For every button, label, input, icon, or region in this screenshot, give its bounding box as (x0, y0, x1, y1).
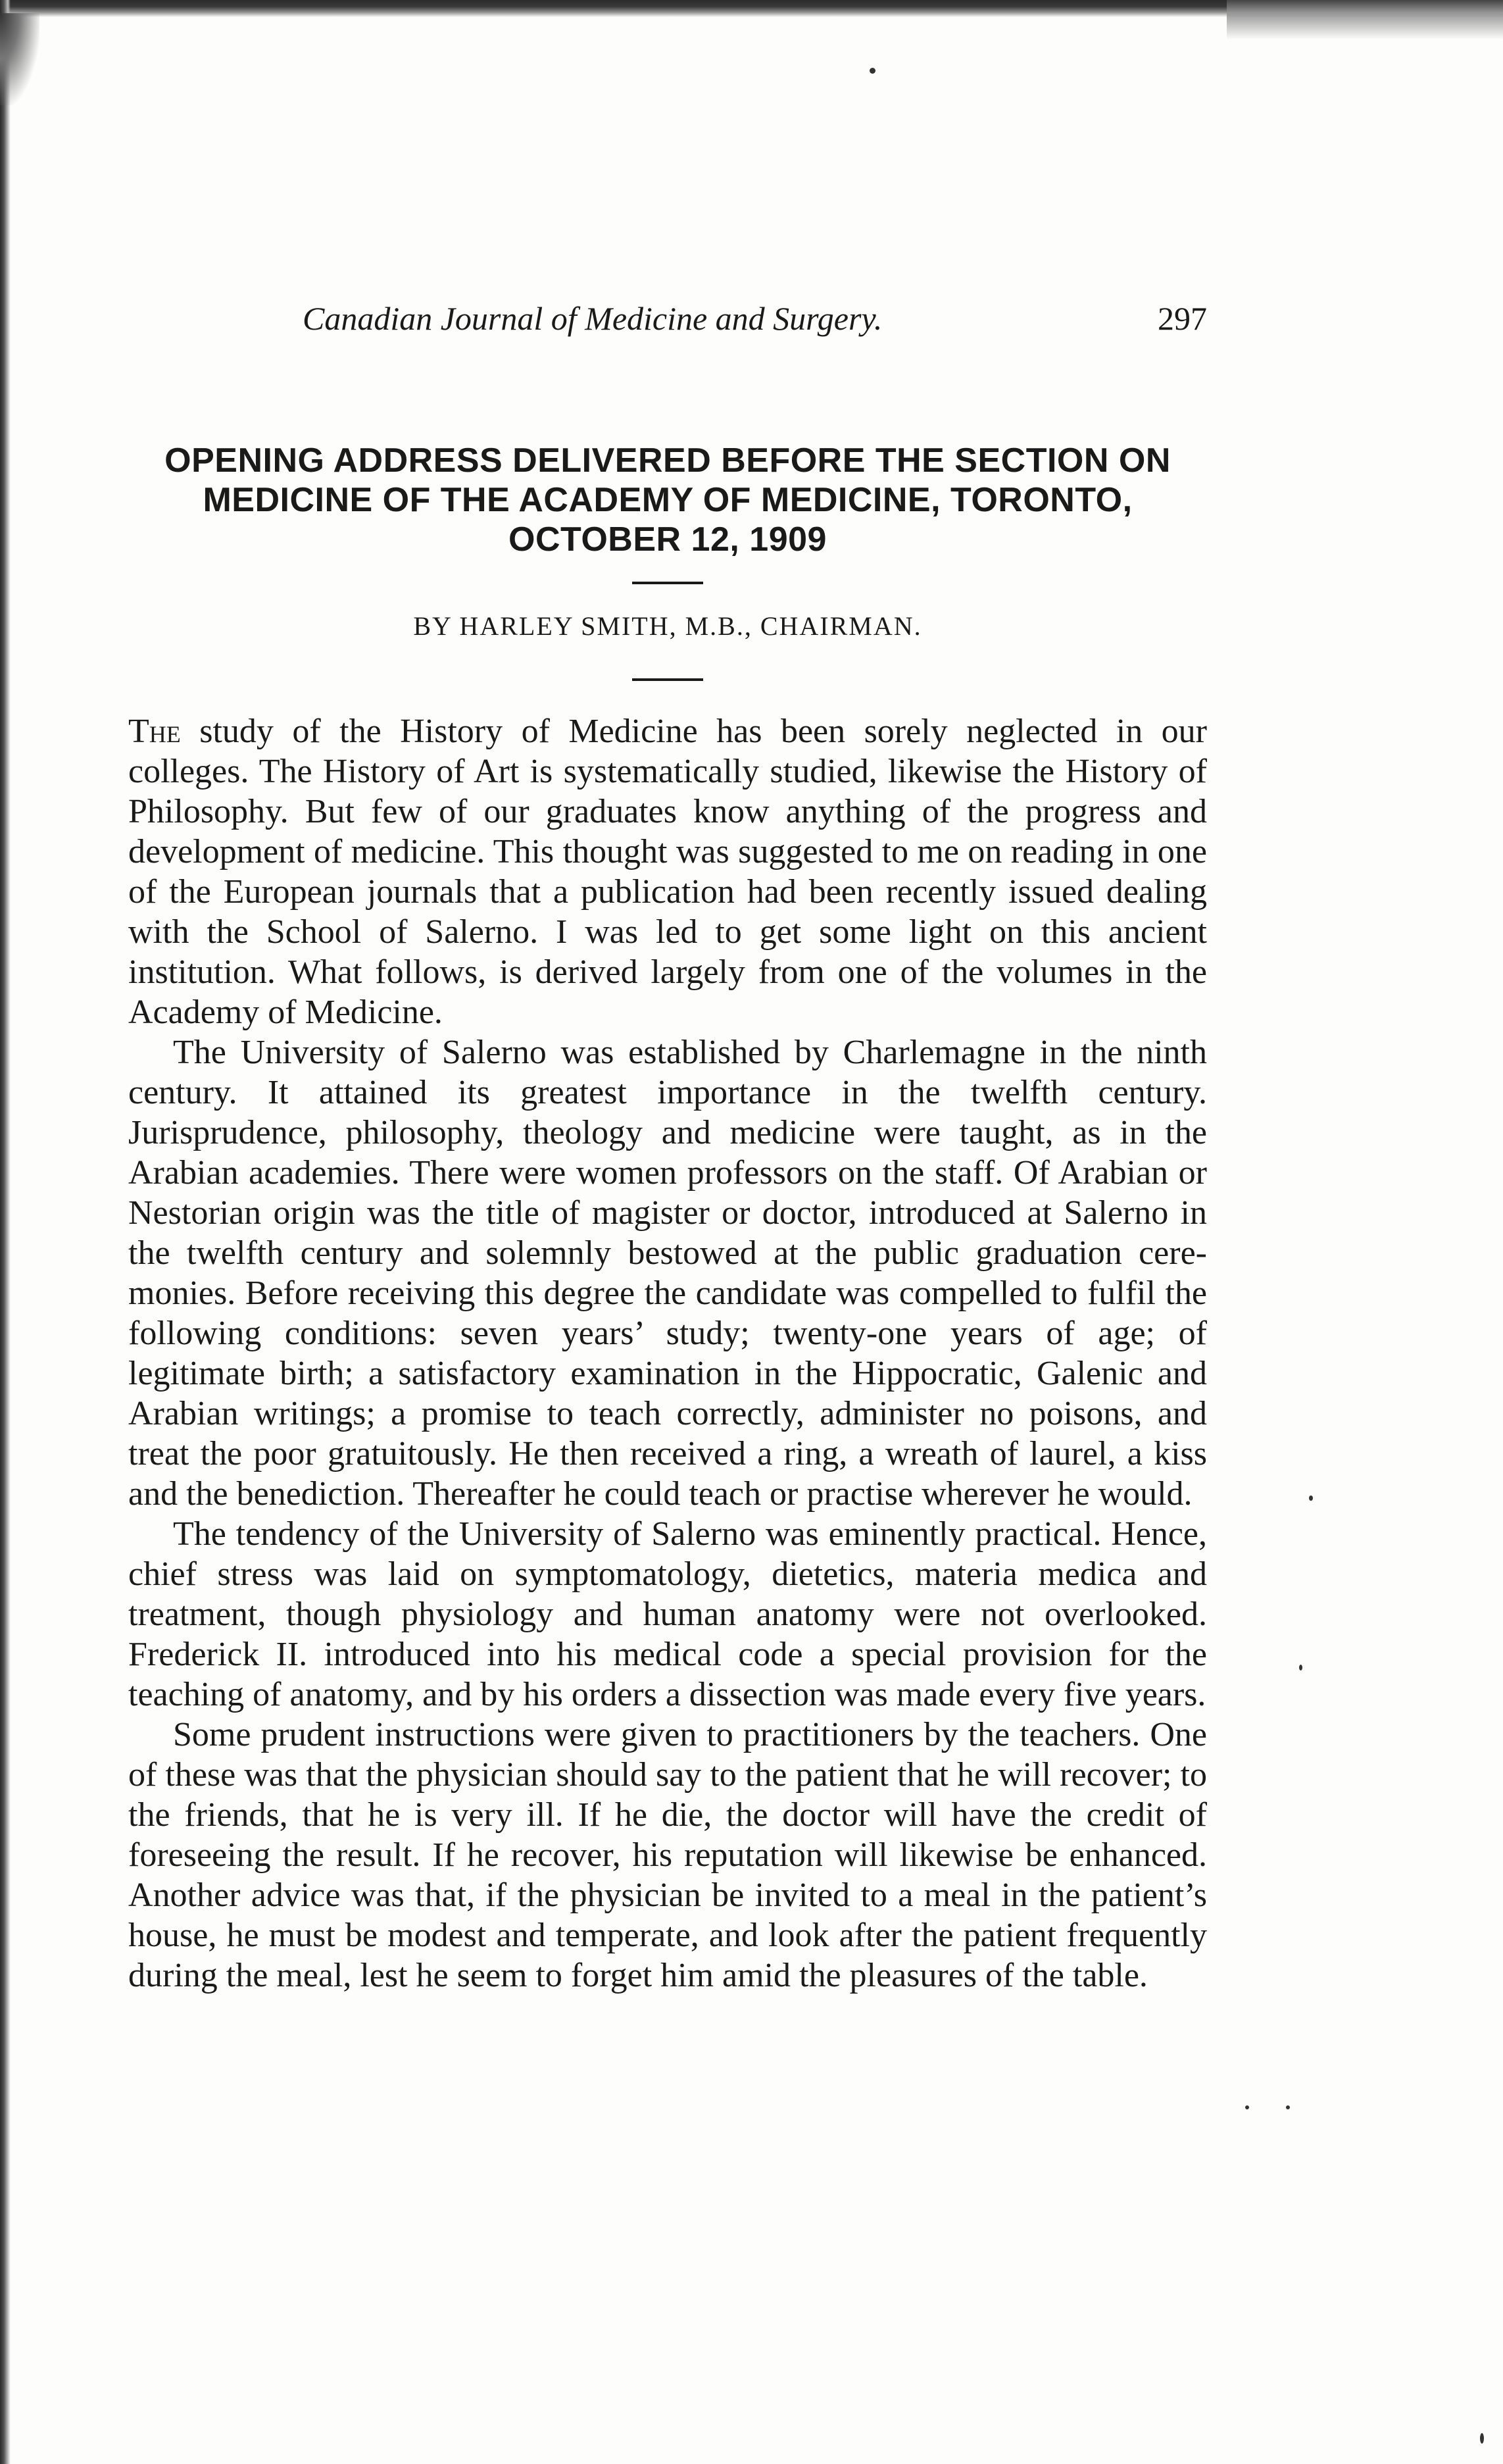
paragraph (128, 711, 1207, 1032)
article-title-line: OCTOBER 12, 1909 (508, 520, 827, 559)
paragraph: The tendency of the University of Salerno was eminently practical. Hence, chief stress was laid on symptomatology, dietetics, materia medica and treatment, though physiology and human anatomy were not overlooked. Frederick II. introduced into his medical code a special provision for the teaching of anatomy, and by his orders a dissection was made every five years. (128, 1515, 1207, 1713)
paragraph-text: study of the History of Medicine has been sorely neglected in our colleges. The History of Art is systematically studied, likewise the History of Philosophy. But few of our graduates know anything of the progress and development of medicine. This thought was suggested to me on reading in one of the European journals that a publication had been recently issued dealing with the School of Salerno. I was led to get some light on this ancient institution. What follows, is derived largely from one of the volumes in the Academy of Medicine. (128, 713, 1207, 1031)
article-body (128, 711, 1207, 1996)
paragraph: The University of Salerno was established by Charlemagne in the ninth century. It attained its greatest importance in the twelfth century. Jurisprudence, philosophy, theology and medicine were taught, as in the Arabian academies. There were women professors on the staff. Of Arabian or Nestorian origin was the title of magister or doctor, introduced at Salerno in the twelfth century and solemnly bestowed at the public graduation ceremonies. Before receiving this degree the candidate was compelled to fulfil the following conditions: seven years’ study; twenty-one years of age; of legitimate birth; a satisfactory examination in the Hippocratic, Galenic and Arabian writings; a promise to teach correctly, administer no poisons, and treat the poor gratuitously. He then received a ring, a wreath of laurel, a kiss and the benediction. Thereafter he could teach or practise wherever he would. (128, 1034, 1207, 1513)
scan-blot (0, 13, 39, 105)
scan-speck (1299, 1665, 1302, 1671)
scan-speck (870, 68, 875, 74)
scan-edge-left (0, 0, 11, 2464)
journal-page (128, 299, 1207, 1996)
page-number: 297 (1158, 300, 1207, 337)
article-title (128, 441, 1207, 559)
scan-speck (1309, 1496, 1313, 1501)
scan-speck (1286, 2105, 1290, 2109)
scan-speck (1480, 2433, 1484, 2444)
scan-edge-top-right (1227, 0, 1503, 39)
journal-title: Canadian Journal of Medicine and Surgery. (303, 300, 883, 337)
article-title-line: MEDICINE OF THE ACADEMY OF MEDICINE, TORONTO, (203, 481, 1133, 519)
scan-speck (1245, 2105, 1249, 2109)
paragraph: Some prudent instructions were given to practitioners by the teachers. One of these was that the physician should say to the patient that he will recover; to the friends, that he is very ill. If he die, the doctor will have the credit of foreseeing the result. If he recover, his reputation will likewise be enhanced. Another advice was that, if the physician be invited to a meal in the patient’s house, he must be modest and temperate, and look after the patient frequently during the meal, lest he seem to forget him amid the pleasures of the table. (128, 1716, 1207, 1994)
article-title-line: OPENING ADDRESS DELIVERED BEFORE THE SECTION ON (164, 441, 1171, 480)
title-divider (632, 582, 703, 584)
byline-divider (632, 678, 703, 681)
running-head (128, 299, 1207, 352)
author-byline: BY HARLEY SMITH, M.B., CHAIRMAN. (413, 611, 922, 641)
drop-lead-word: The (128, 713, 181, 750)
